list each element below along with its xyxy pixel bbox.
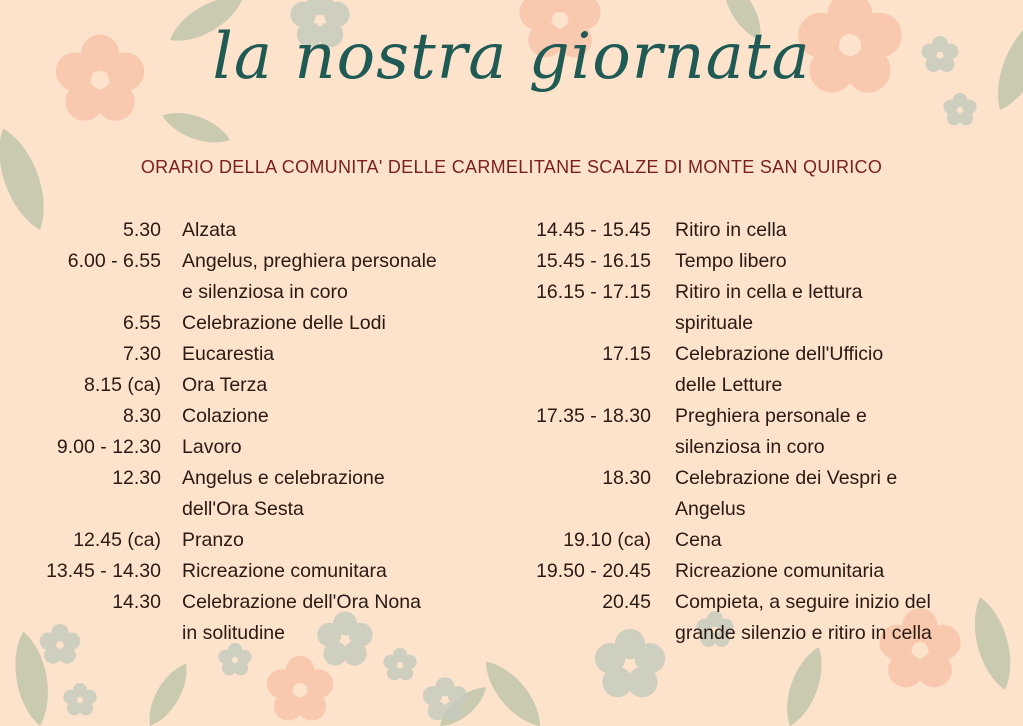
schedule-time: 14.45 - 15.45	[536, 219, 651, 241]
schedule-time: 19.50 - 20.45	[536, 560, 651, 582]
schedule-time: 7.30	[123, 343, 161, 365]
schedule-left-column	[10, 215, 490, 649]
schedule-row	[500, 246, 1010, 277]
activity-line: in solitudine	[182, 622, 285, 644]
schedule-activity	[675, 277, 1010, 339]
schedule-time: 16.15 - 17.15	[536, 281, 651, 303]
schedule-activity	[182, 432, 490, 463]
schedule-row	[10, 463, 490, 525]
schedule-row	[10, 525, 490, 556]
activity-line: Preghiera personale e	[675, 405, 867, 427]
schedule-activity	[182, 587, 490, 649]
schedule-row	[500, 401, 1010, 463]
activity-line: Pranzo	[182, 529, 244, 551]
activity-line: Ora Terza	[182, 374, 268, 396]
activity-line: Celebrazione dell'Ufficio	[675, 343, 884, 365]
activity-line: Celebrazione delle Lodi	[182, 312, 386, 334]
activity-line: Angelus e celebrazione	[182, 467, 385, 489]
schedule-row	[10, 215, 490, 246]
schedule-time: 20.45	[602, 591, 651, 613]
activity-line: Celebrazione dei Vespri e	[675, 467, 898, 489]
activity-line: grande silenzio e ritiro in cella	[675, 622, 932, 644]
schedule-row	[10, 339, 490, 370]
activity-line: dell'Ora Sesta	[182, 498, 304, 520]
schedule-time: 14.30	[112, 591, 161, 613]
activity-line: Alzata	[182, 219, 237, 241]
schedule-activity	[675, 463, 1010, 525]
schedule-time: 9.00 - 12.30	[56, 436, 161, 458]
schedule-activity	[675, 525, 1010, 556]
schedule-right-column	[500, 215, 1010, 649]
schedule-activity	[182, 463, 490, 525]
schedule-row	[10, 246, 490, 308]
schedule-activity	[182, 339, 490, 370]
page-title: la nostra giornata	[212, 20, 811, 94]
schedule-activity	[182, 556, 490, 587]
schedule-row	[500, 215, 1010, 246]
schedule-activity	[675, 587, 1010, 649]
activity-line: Eucarestia	[182, 343, 275, 365]
activity-line: Compieta, a seguire inizio del	[675, 591, 931, 613]
schedule-time: 18.30	[602, 467, 651, 489]
activity-line: Angelus	[675, 498, 746, 520]
schedule-row	[500, 277, 1010, 339]
schedule-time: 8.30	[123, 405, 161, 427]
schedule-row	[10, 556, 490, 587]
schedule-time: 17.35 - 18.30	[536, 405, 651, 427]
schedule-row	[500, 339, 1010, 401]
activity-line: Lavoro	[182, 436, 242, 458]
activity-line: Celebrazione dell'Ora Nona	[182, 591, 421, 613]
schedule-activity	[675, 401, 1010, 463]
schedule-time: 12.30	[112, 467, 161, 489]
schedule-row	[10, 308, 490, 339]
schedule-time: 12.45 (ca)	[73, 529, 161, 551]
activity-line: Ritiro in cella e lettura	[675, 281, 863, 303]
schedule-row	[500, 556, 1010, 587]
schedule-row	[10, 432, 490, 463]
schedule-time: 13.45 - 14.30	[46, 560, 161, 582]
schedule-time: 15.45 - 16.15	[536, 250, 651, 272]
schedule-time: 6.00 - 6.55	[67, 250, 161, 272]
activity-line: Cena	[675, 529, 722, 551]
schedule-activity	[182, 401, 490, 432]
schedule-activity	[182, 525, 490, 556]
schedule-row	[10, 587, 490, 649]
schedule-activity	[675, 339, 1010, 401]
schedule-time: 5.30	[123, 219, 161, 241]
activity-line: Tempo libero	[675, 250, 787, 272]
schedule-time: 8.15 (ca)	[84, 374, 161, 396]
schedule-activity	[182, 308, 490, 339]
schedule-time: 6.55	[123, 312, 161, 334]
activity-line: spirituale	[675, 312, 754, 334]
schedule-time: 17.15	[602, 343, 651, 365]
schedule-row	[10, 401, 490, 432]
schedule-activity	[182, 370, 490, 401]
schedule-time: 19.10 (ca)	[563, 529, 651, 551]
schedule-activity	[182, 246, 490, 308]
schedule-activity	[675, 246, 1010, 277]
activity-line: Ritiro in cella	[675, 219, 787, 241]
activity-line: Angelus, preghiera personale	[182, 250, 437, 272]
activity-line: Ricreazione comunitaria	[675, 560, 885, 582]
schedule-row	[500, 463, 1010, 525]
activity-line: e silenziosa in coro	[182, 281, 348, 303]
schedule-row	[10, 370, 490, 401]
activity-line: silenziosa in coro	[675, 436, 825, 458]
schedule-activity	[675, 556, 1010, 587]
schedule-activity	[182, 215, 490, 246]
page-subtitle: ORARIO DELLA COMUNITA' DELLE CARMELITANE SCALZE DI MONTE SAN QUIRICO	[140, 157, 883, 177]
schedule-activity	[675, 215, 1010, 246]
schedule-row	[500, 587, 1010, 649]
activity-line: Ricreazione comunitara	[182, 560, 387, 582]
activity-line: delle Letture	[675, 374, 783, 396]
schedule-row	[500, 525, 1010, 556]
activity-line: Colazione	[182, 405, 269, 427]
